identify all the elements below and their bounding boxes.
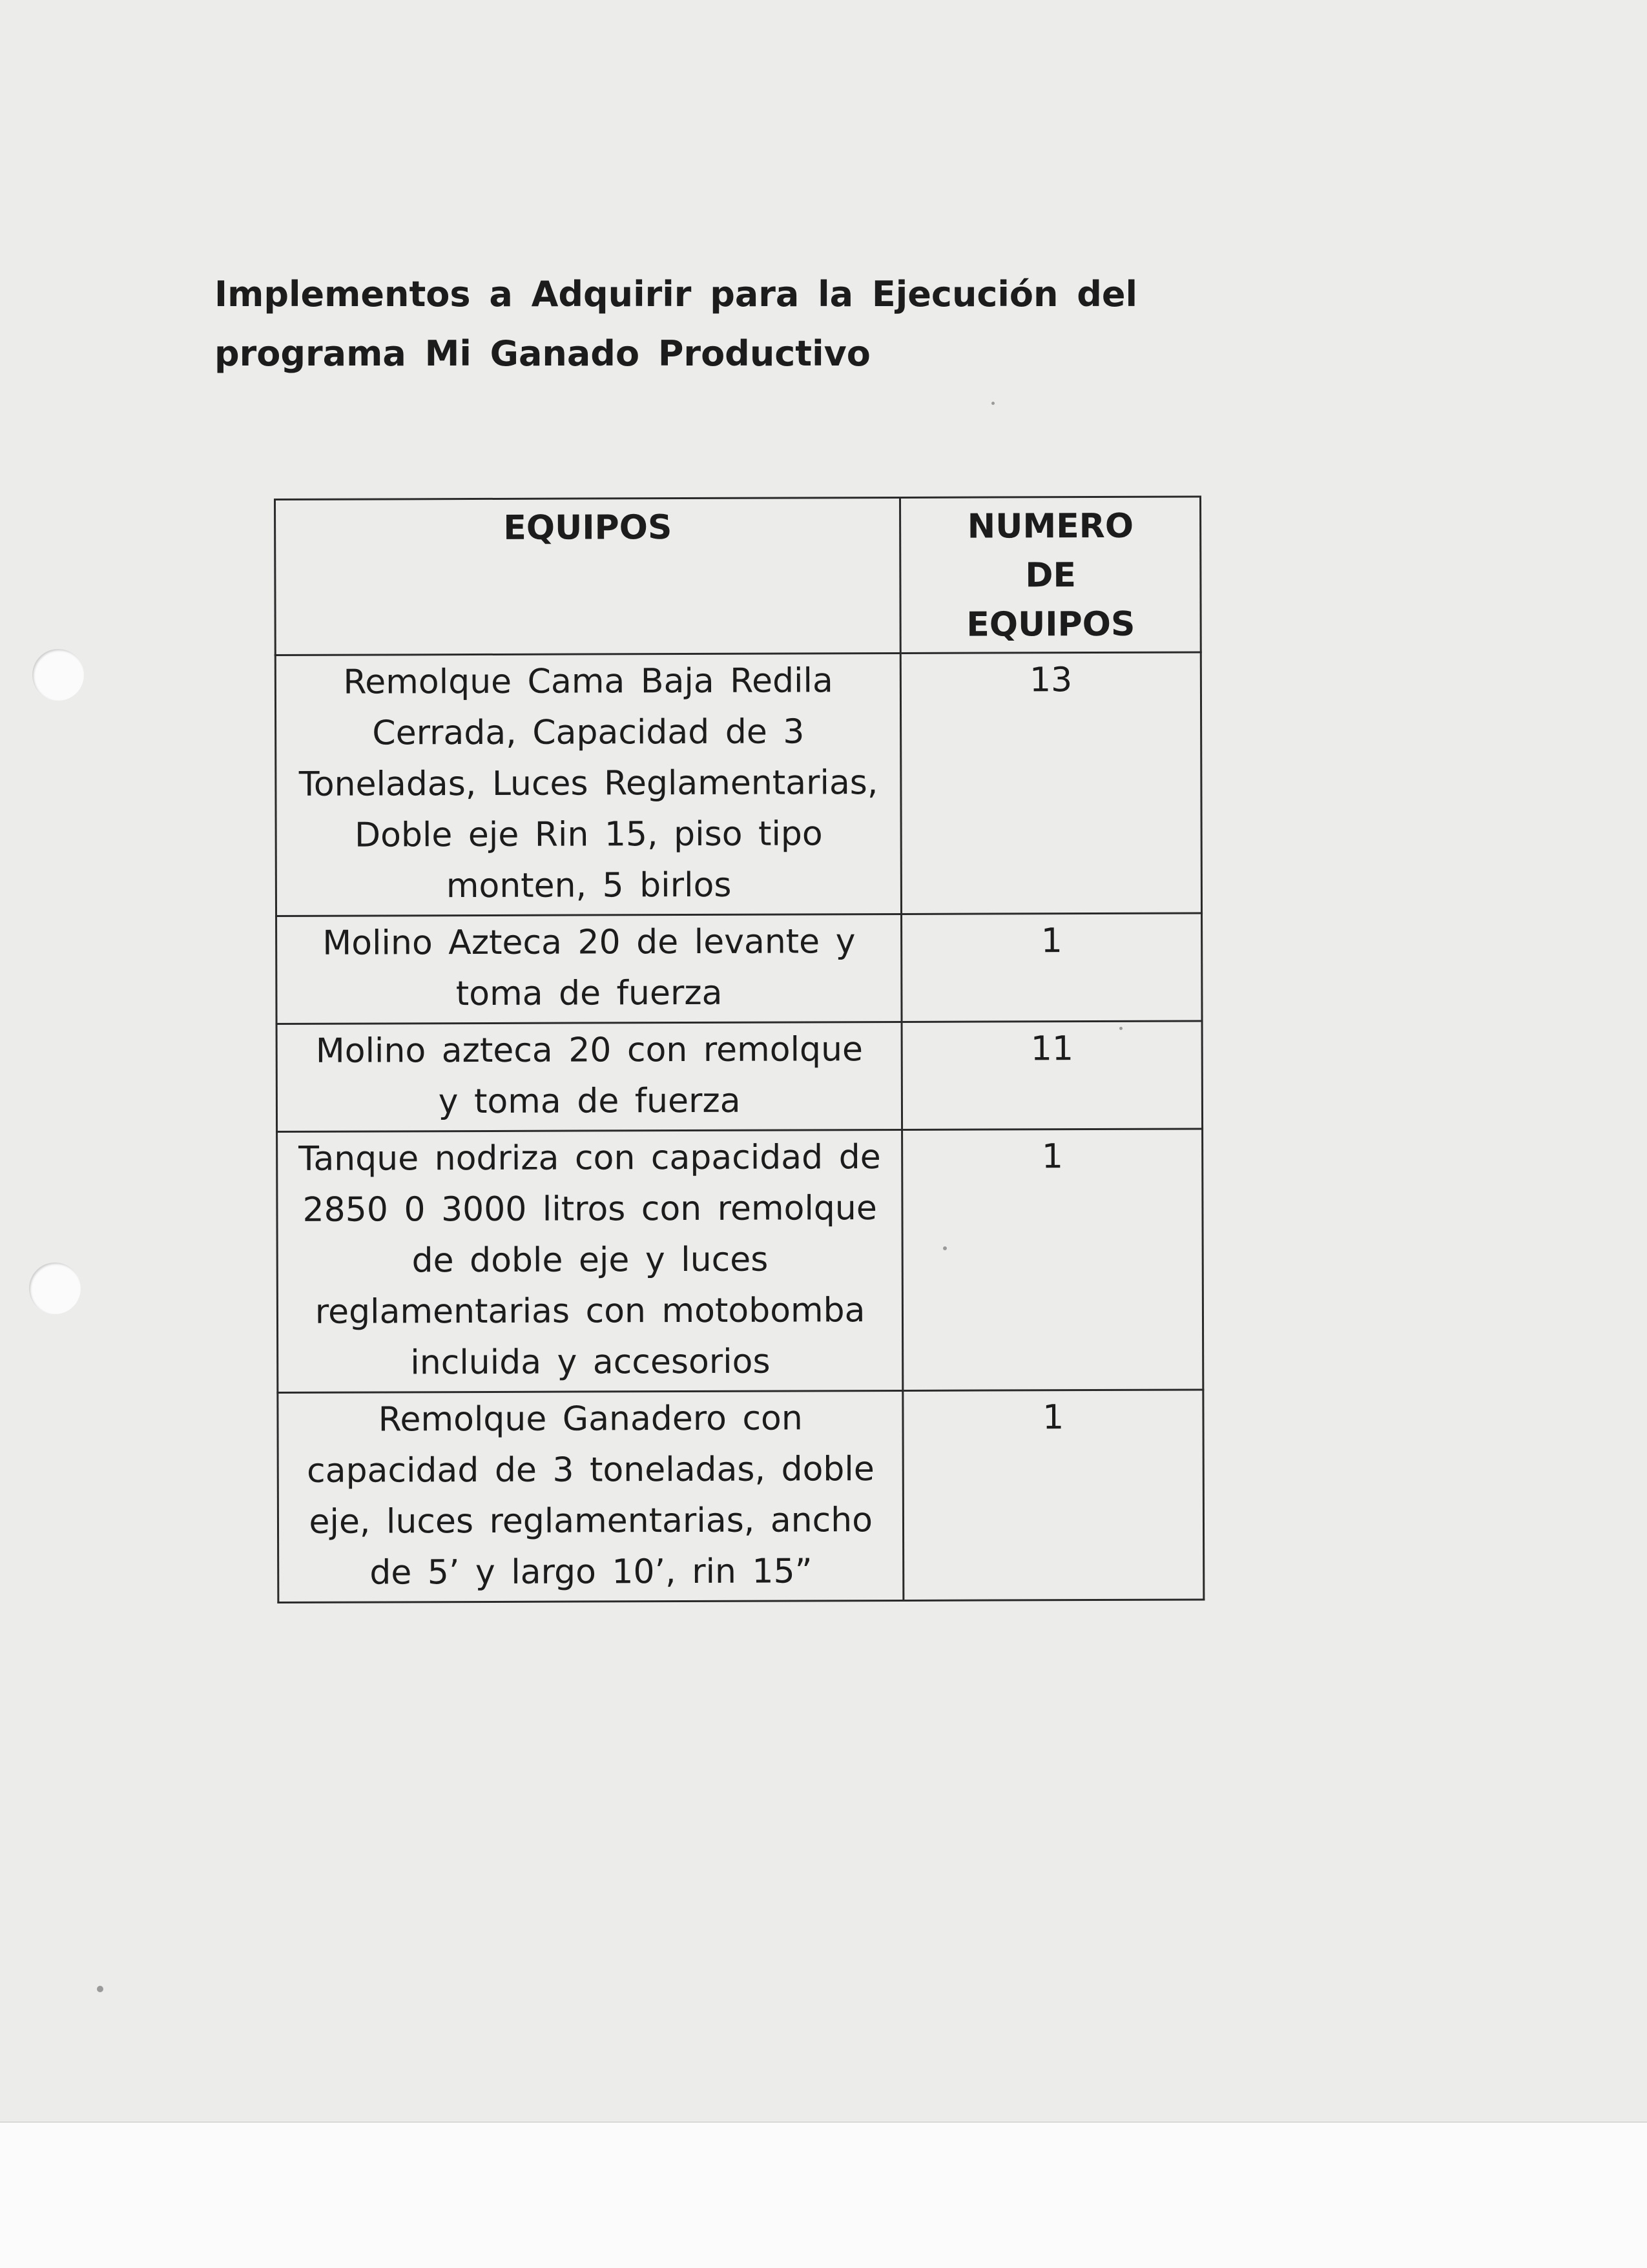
header-numero-de-equipos — [900, 497, 1201, 653]
punch-hole — [32, 649, 84, 701]
header-equipos: EQUIPOS — [275, 497, 901, 655]
scan-speck — [943, 1246, 947, 1250]
cantidad-cell: 1 — [902, 913, 1202, 1022]
cantidad-cell: 1 — [903, 1390, 1204, 1600]
equipment-table — [274, 495, 1205, 1603]
cantidad-cell: 11 — [902, 1021, 1203, 1129]
equipo-cell — [276, 914, 902, 1024]
scan-bottom-margin — [0, 2121, 1647, 2268]
equipo-description: Remolque Ganadero con capacidad de 3 toneladas, doble eje, luces reglamentarias, ancho de 5’ y largo 10’, rin 15” — [307, 1399, 875, 1593]
scan-speck — [97, 1986, 103, 1992]
equipo-cell — [277, 1129, 904, 1392]
table-row — [278, 1390, 1204, 1603]
cantidad-cell: 13 — [901, 652, 1202, 914]
equipo-cell — [278, 1390, 904, 1602]
table-row — [276, 913, 1203, 1024]
document-title: Implementos a Adquirir para la Ejecución del programa Mi Ganado Productivo — [214, 274, 1138, 374]
equipo-description: Molino Azteca 20 de levante y toma de fuerza — [322, 922, 856, 1014]
punch-hole — [29, 1263, 81, 1314]
equipo-cell — [275, 653, 902, 916]
table-row — [277, 1129, 1203, 1393]
scan-speck — [991, 402, 995, 405]
table-row — [276, 1021, 1203, 1132]
equipo-cell — [276, 1022, 902, 1131]
equipo-description: Tanque nodriza con capacidad de 2850 0 3000 litros con remolque de doble eje y luces reglamentarias con motobomba incluida y accesorios — [298, 1138, 881, 1383]
table-header-row — [275, 497, 1201, 655]
equipo-description: Remolque Cama Baja Redila Cerrada, Capacidad de 3 Toneladas, Luces Reglamentarias, Doble eje Rin 15, piso tipo monten, 5 birlos — [298, 661, 878, 906]
cantidad-cell: 1 — [902, 1129, 1203, 1390]
header-numero-label: NUMERO DE EQUIPOS — [966, 506, 1135, 644]
scan-speck — [1119, 1027, 1123, 1030]
table-row — [275, 652, 1201, 916]
equipo-description: Molino azteca 20 con remolque y toma de fuerza — [315, 1030, 864, 1122]
